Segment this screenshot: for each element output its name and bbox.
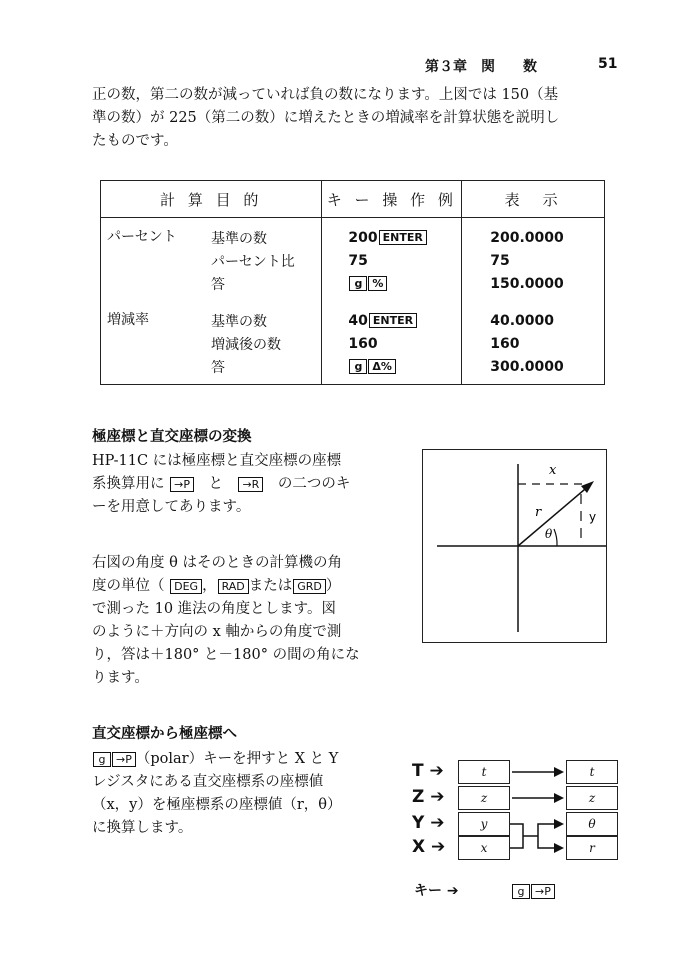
calculation-table	[100, 180, 605, 385]
text-run: の二つのキ	[263, 476, 351, 492]
table-group-row	[101, 301, 605, 385]
key-number: 160	[348, 335, 378, 352]
text-run: 右図の角度 θ はそのときの計算機の角	[92, 555, 342, 571]
text-line	[92, 771, 397, 794]
item-label: 増減後の数	[211, 336, 281, 353]
display-value: 160	[490, 335, 520, 352]
g-key[interactable]: g	[512, 884, 530, 899]
item-list	[211, 309, 281, 378]
text-run: ）	[325, 578, 341, 594]
intro-line: 準の数）が 225（第二の数）に増えたときの増減率を計算状態を説明し	[92, 110, 560, 126]
keys-cell	[322, 301, 462, 385]
deg-key[interactable]: DEG	[170, 579, 202, 594]
to-polar-key[interactable]: →P	[531, 884, 555, 899]
text-line	[92, 598, 392, 621]
item-label: 基準の数	[211, 313, 267, 330]
register-label-z: Z ➔	[412, 787, 445, 807]
text-run: り，答は＋180° と－180° の間の角にな	[92, 647, 360, 663]
delta-percent-key[interactable]: Δ%	[368, 359, 396, 374]
arrow-theta-head	[554, 819, 564, 829]
text-line	[92, 575, 392, 598]
display-cell	[462, 218, 605, 302]
header-purpose: 計 算 目 的	[101, 181, 322, 218]
text-run: で測った 10 進法の角度とします。図	[92, 601, 337, 617]
register-label-x: X ➔	[412, 837, 446, 857]
text-run: 系換算用に	[92, 476, 170, 492]
display-value: 75	[490, 252, 510, 269]
text-line	[92, 621, 392, 644]
keys-inner	[322, 218, 461, 301]
key-step	[348, 309, 461, 332]
section-title-conversion: 極座標と直交座標の変換	[92, 429, 252, 445]
purpose-cell	[101, 218, 322, 302]
register-after: θ	[566, 812, 618, 836]
to-rect-key[interactable]: →R	[238, 477, 263, 492]
text-line	[92, 450, 392, 473]
g-key[interactable]: g	[349, 359, 367, 374]
register-after: t	[566, 760, 618, 784]
intro-line: 正の数，第二の数が減っていれば負の数になります。上図では 150（基	[92, 87, 559, 103]
text-line	[92, 473, 392, 496]
text-run: HP-11C には極座標と直交座標の座標	[92, 453, 342, 469]
section1-paragraph2	[92, 552, 392, 690]
section-title-rect-to-polar: 直交座標から極座標へ	[92, 726, 237, 742]
percent-key[interactable]: %	[368, 276, 387, 291]
g-key[interactable]: g	[93, 752, 111, 767]
item-list	[211, 226, 295, 295]
y-label: y	[589, 510, 597, 524]
key-step	[348, 332, 461, 355]
text-run: または	[248, 578, 293, 594]
theta-label: θ	[545, 527, 553, 541]
g-key[interactable]: g	[349, 276, 367, 291]
enter-key[interactable]: ENTER	[379, 230, 427, 245]
text-line	[92, 794, 397, 817]
display-value: 200.0000	[490, 229, 564, 246]
purpose-inner	[101, 301, 321, 384]
item-label: 答	[211, 359, 225, 376]
register-after: z	[566, 786, 618, 810]
table-group-row	[101, 218, 605, 302]
rad-key[interactable]: RAD	[218, 579, 249, 594]
keys-cell	[322, 218, 462, 302]
header-keys: キ ー 操 作 例	[322, 181, 462, 218]
text-line	[92, 496, 392, 519]
text-run: ーを用意してあります。	[92, 499, 251, 515]
register-after: r	[566, 836, 618, 860]
r-label: r	[535, 505, 542, 520]
key-step	[348, 355, 461, 378]
header-display: 表 示	[462, 181, 605, 218]
text-run: 度の単位（	[92, 578, 170, 594]
text-run: （x，y）を極座標系の座標値（r，θ）	[92, 797, 342, 813]
angle-arc	[554, 529, 557, 546]
key-number: 40	[348, 312, 368, 329]
page-number: 51	[598, 56, 618, 72]
to-polar-key[interactable]: →P	[170, 477, 194, 492]
display-value: 300.0000	[490, 358, 564, 375]
text-line	[92, 644, 392, 667]
item-label: パーセント比	[211, 253, 295, 270]
register-label-t: T ➔	[412, 761, 444, 781]
stack-arrows	[406, 752, 626, 872]
polar-diagram	[423, 450, 606, 642]
key-sequence	[511, 880, 555, 899]
section1-paragraph1	[92, 450, 392, 519]
grd-key[interactable]: GRD	[293, 579, 326, 594]
text-line	[92, 748, 397, 771]
display-inner	[462, 301, 604, 384]
item-label: 答	[211, 276, 225, 293]
text-line	[92, 552, 392, 575]
stack-diagram	[406, 752, 626, 922]
register-before: y	[458, 812, 510, 836]
register-label-y: Y ➔	[412, 813, 445, 833]
key-step	[348, 249, 461, 272]
keys-inner	[322, 301, 461, 384]
x-label: x	[549, 463, 557, 478]
text-run: に換算します。	[92, 820, 193, 836]
key-number: 75	[348, 252, 368, 269]
key-step	[348, 272, 461, 295]
intro-paragraph	[92, 84, 632, 153]
text-run: のように＋方向の x 軸からの角度で測	[92, 624, 342, 640]
display-value: 150.0000	[490, 275, 564, 292]
arrow-z-head	[554, 793, 564, 803]
key-step	[348, 226, 461, 249]
radius-vector	[518, 484, 591, 546]
key-number: 200	[348, 229, 378, 246]
register-before: z	[458, 786, 510, 810]
enter-key[interactable]: ENTER	[369, 313, 417, 328]
display-value: 40.0000	[490, 312, 554, 329]
text-run: レジスタにある直交座標系の座標値	[92, 774, 324, 790]
register-before: x	[458, 836, 510, 860]
bracket-in	[510, 824, 523, 848]
section2-paragraph	[92, 748, 397, 840]
text-run: と	[193, 476, 238, 492]
item-label: 基準の数	[211, 230, 267, 247]
text-line	[92, 817, 397, 840]
intro-line: たものです。	[92, 133, 178, 149]
arrow-t-head	[554, 767, 564, 777]
key-label: キー ➔	[414, 883, 459, 899]
category-label: 増減率	[107, 312, 149, 328]
polar-coordinate-figure	[422, 449, 607, 643]
text-run: （polar）キーを押すと X と Y	[135, 751, 339, 767]
display-inner	[462, 218, 604, 301]
text-run: ります。	[92, 670, 149, 686]
text-run: ，	[202, 578, 217, 594]
chapter-heading: 第３章 関 数	[425, 59, 537, 75]
display-cell	[462, 301, 605, 385]
category-label: パーセント	[107, 229, 177, 245]
purpose-cell	[101, 301, 322, 385]
arrow-r-head	[554, 843, 564, 853]
text-line	[92, 667, 392, 690]
to-polar-key[interactable]: →P	[112, 752, 136, 767]
bracket-out	[538, 824, 556, 848]
register-before: t	[458, 760, 510, 784]
purpose-inner	[101, 218, 321, 301]
